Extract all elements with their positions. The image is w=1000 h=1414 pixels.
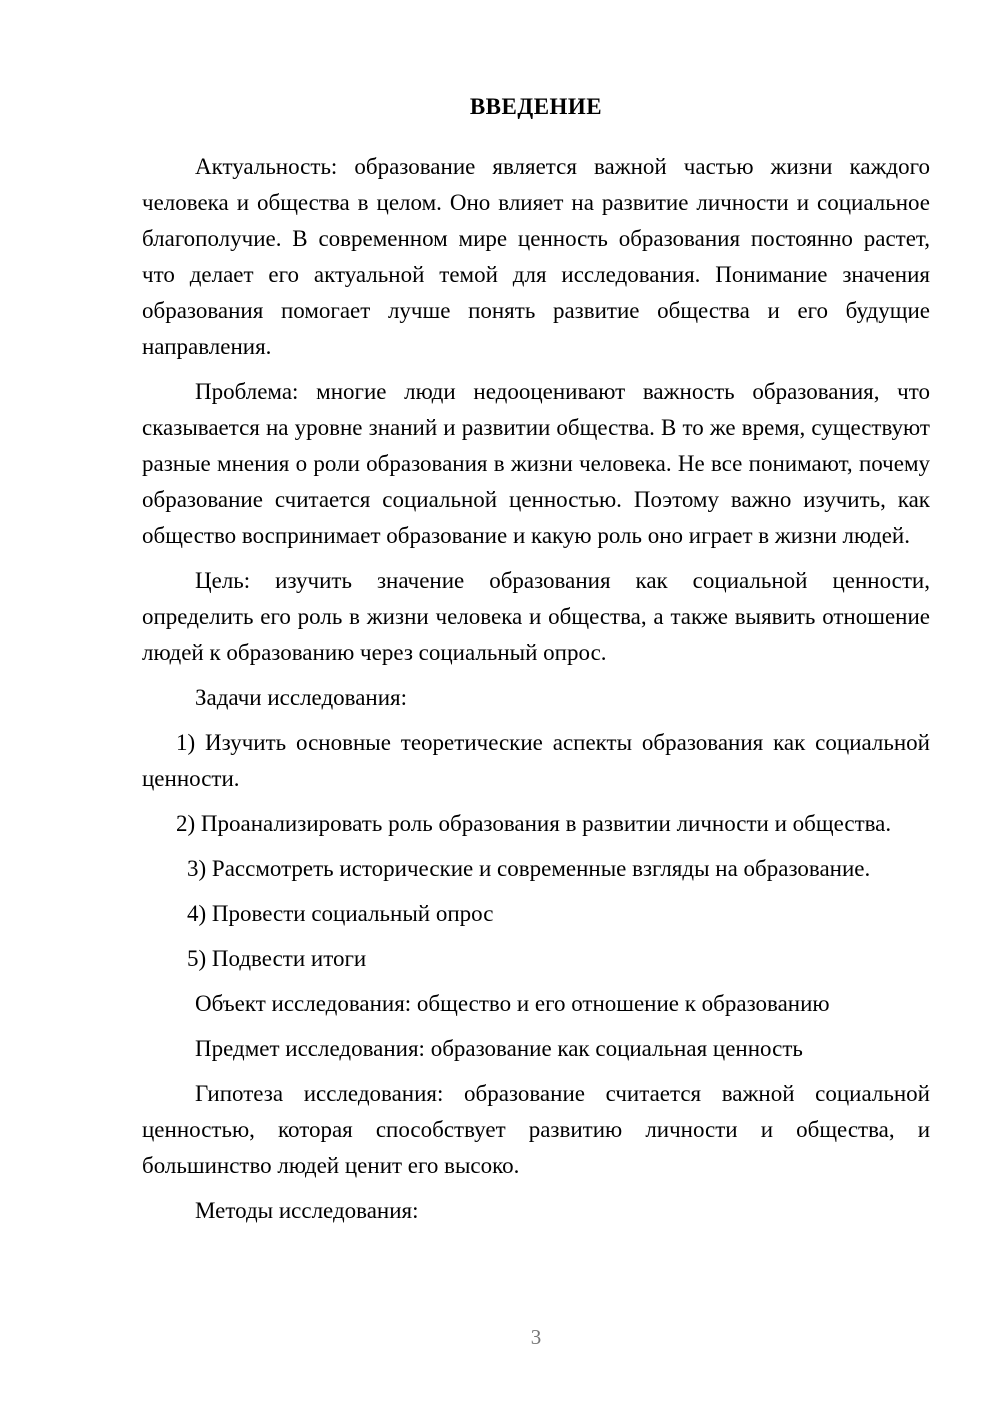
paragraph-goal: Цель: изучить значение образования как социальной ценности, определить его роль в жизни человека и общества, а также выявить отношение людей к образованию через социальный опрос. (142, 568, 930, 665)
paragraph-subject: Предмет исследования: образование как социальная ценность (195, 1036, 803, 1061)
document-body (142, 89, 930, 1238)
paragraph-hypothesis: Гипотеза исследования: образование считается важной социальной ценностью, которая способствует развитию личности и общества, и большинство людей ценит его высоко. (142, 1081, 930, 1178)
paragraph-tasks-header: Задачи исследования: (195, 685, 408, 710)
task-item-4: 4) Провести социальный опрос (187, 901, 494, 926)
task-item-3: 3) Рассмотреть исторические и современные взгляды на образование. (187, 856, 871, 881)
task-item-1: 1) Изучить основные теоретические аспекты образования как социальной ценности. (142, 730, 930, 791)
page-title: ВВЕДЕНИЕ (469, 94, 603, 119)
paragraph-methods-header: Методы исследования: (195, 1198, 419, 1223)
paragraph-object: Объект исследования: общество и его отношение к образованию (195, 991, 830, 1016)
task-item-2: 2) Проанализировать роль образования в развитии личности и общества. (176, 811, 892, 836)
page-number: 3 (530, 1325, 542, 1349)
paragraph-relevance: Актуальность: образование является важной частью жизни каждого человека и общества в целом. Оно влияет на развитие личности и социальное благополучие. В современном мире ценность образования постоянно растет, что делает его актуальной темой для исследования. Понимание значения образования помогает лучше понять развитие общества и его будущие направления. (142, 154, 930, 359)
paragraph-problem: Проблема: многие люди недооценивают важность образования, что сказывается на уровне знаний и развитии общества. В то же время, существуют разные мнения о роли образования в жизни человека. Не все понимают, почему образование считается социальной ценностью. Поэтому важно изучить, как общество воспринимает образование и какую роль оно играет в жизни людей. (142, 379, 930, 548)
task-item-5: 5) Подвести итоги (187, 946, 367, 971)
